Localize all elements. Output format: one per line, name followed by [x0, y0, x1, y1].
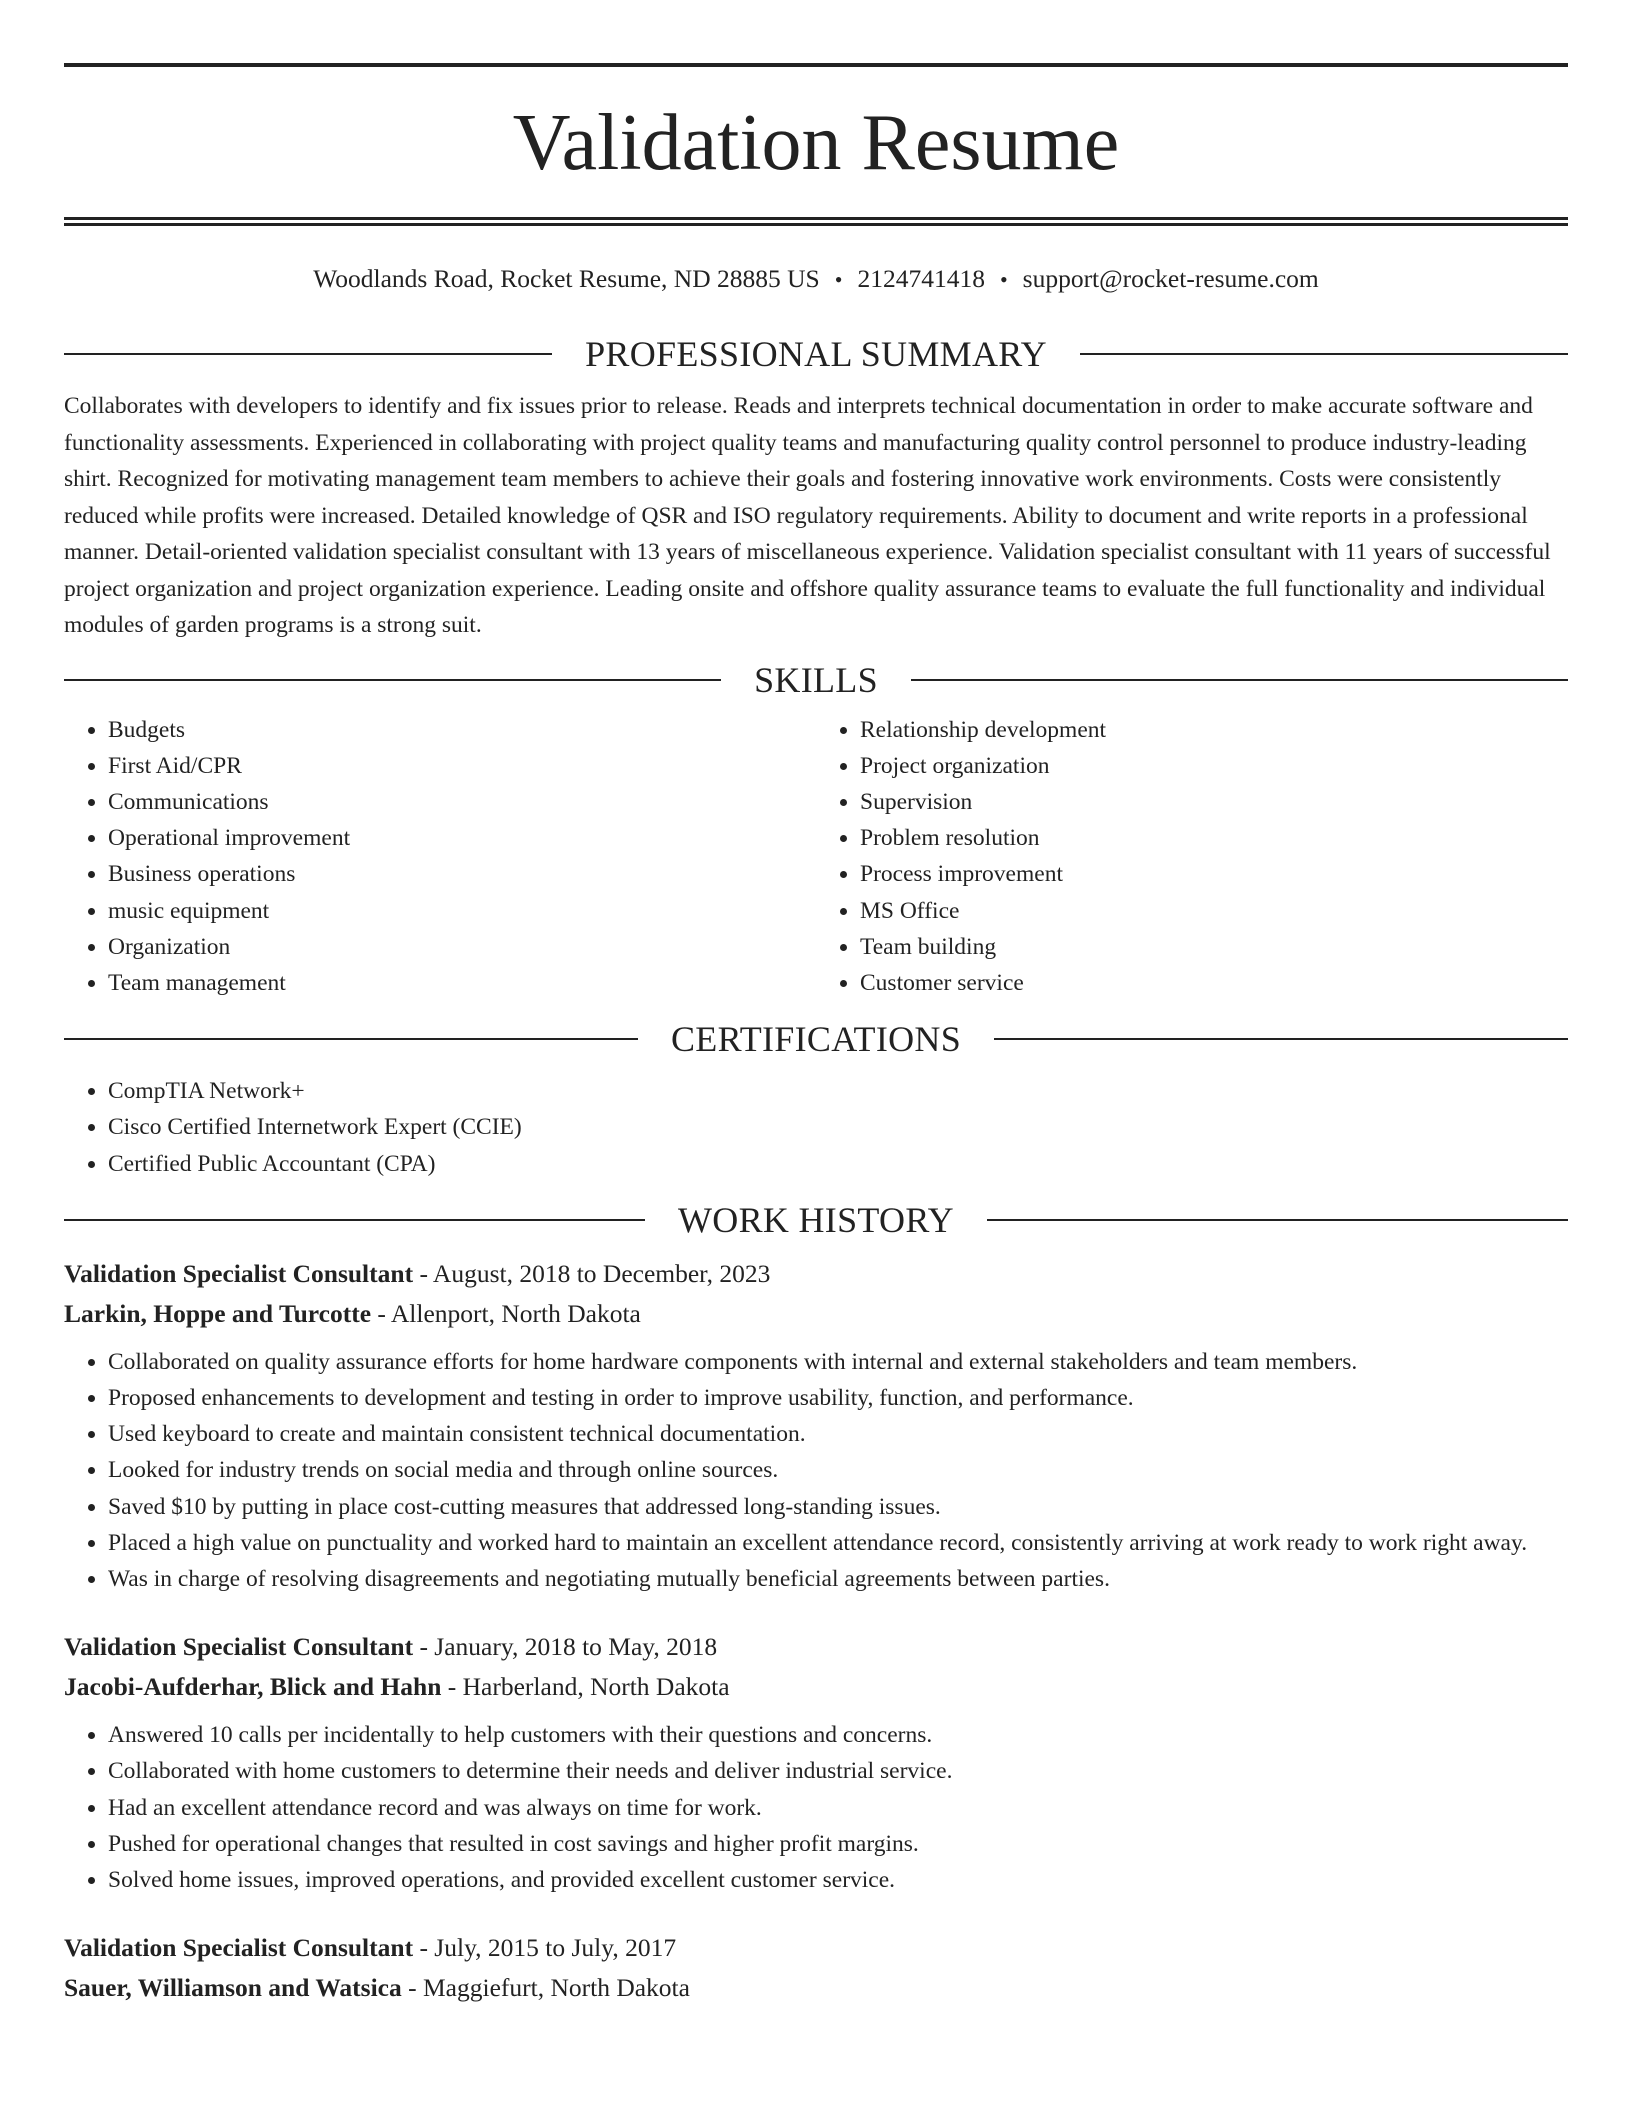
job-bullets: [64, 1717, 1568, 1898]
divider-line: [987, 1219, 1568, 1221]
divider-line: [64, 1219, 645, 1221]
certification-item: • Cisco Certified Internetwork Expert (CCIE): [108, 1109, 1568, 1145]
job-entry: [64, 1928, 1568, 2008]
job-company-line: [64, 1968, 1568, 2008]
resume-name: Validation Resume: [512, 99, 1120, 187]
divider-line: [64, 1038, 638, 1040]
job-location: - Harberland, North Dakota: [441, 1672, 730, 1702]
job-bullet: • Collaborated with home customers to determine their needs and deliver industrial service.: [108, 1753, 1568, 1789]
job-bullet: • Looked for industry trends on social media and through online sources.: [108, 1452, 1568, 1488]
skills-list: [64, 712, 1568, 1002]
contact-email[interactable]: support@rocket-resume.com: [1022, 264, 1319, 293]
skill-item: • Relationship development: [860, 712, 1568, 748]
skill-item: • Problem resolution: [860, 820, 1568, 856]
skill-item: • Team building: [860, 929, 1568, 965]
divider-line: [911, 679, 1568, 681]
skill-item: • Process improvement: [860, 856, 1568, 892]
certification-item: • CompTIA Network+: [108, 1073, 1568, 1109]
section-heading-skills: [64, 660, 1568, 700]
skill-item: • Organization: [108, 929, 816, 965]
divider-line: [64, 679, 721, 681]
job-bullet: • Had an excellent attendance record and was always on time for work.: [108, 1790, 1568, 1826]
job-company: Larkin, Hoppe and Turcotte: [64, 1298, 372, 1328]
job-title: Validation Specialist Consultant: [64, 1933, 414, 1963]
section-title: WORK HISTORY: [678, 1199, 954, 1240]
summary-paragraph: Collaborates with developers to identify and fix issues prior to release. Reads and interprets technical documentation in order to make accurate software and functionality assessments. Experienced in collaborating with project quality teams and manufacturing quality control personnel to produce industry-leading shirt. Recognized for motivating management team members to achieve their goals and fostering innovative work environments. Costs were consistently reduced while profits were increased. Detailed knowledge of QSR and ISO regulatory requirements. Ability to document and write reports in a professional manner. Detail-oriented validation specialist consultant with 13 years of miscellaneous experience. Validation specialist consultant with 11 years of successful project organization and project organization experience. Leading onsite and offshore quality assurance teams to evaluate the full functionality and individual modules of garden programs is a strong suit.: [64, 393, 1551, 638]
job-bullet: • Collaborated on quality assurance efforts for home hardware components with internal and external stakeholders and team members.: [108, 1344, 1568, 1380]
job-location: - Maggiefurt, North Dakota: [401, 1973, 690, 2003]
job-bullet: • Solved home issues, improved operations, and provided excellent customer service.: [108, 1862, 1568, 1898]
section-heading-work-history: [64, 1200, 1568, 1240]
job-company: Jacobi-Aufderhar, Blick and Hahn: [64, 1672, 442, 1702]
skill-item: • Communications: [108, 784, 816, 820]
divider-line: [64, 353, 552, 355]
skill-item: • Budgets: [108, 712, 816, 748]
job-dates: - January, 2018 to May, 2018: [413, 1632, 718, 1662]
section-heading-certifications: [64, 1019, 1568, 1059]
job-company-line: [64, 1667, 1568, 1707]
skill-item: • First Aid/CPR: [108, 748, 816, 784]
job-bullet: • Pushed for operational changes that resulted in cost savings and higher profit margins.: [108, 1826, 1568, 1862]
double-rule: [64, 217, 1568, 226]
job-entry: [64, 1254, 1568, 1597]
section-title: PROFESSIONAL SUMMARY: [585, 334, 1047, 374]
job-dates: - August, 2018 to December, 2023: [413, 1258, 771, 1288]
skill-item: • Team management: [108, 965, 816, 1001]
job-bullets: [64, 1344, 1568, 1597]
contact-phone: 2124741418: [857, 264, 985, 293]
job-location: - Allenport, North Dakota: [371, 1298, 641, 1328]
skill-item: • MS Office: [860, 893, 1568, 929]
skills-column-left: [64, 712, 816, 1002]
job-title: Validation Specialist Consultant: [64, 1258, 414, 1288]
job-bullet: • Used keyboard to create and maintain consistent technical documentation.: [108, 1416, 1568, 1452]
certification-item: • Certified Public Accountant (CPA): [108, 1146, 1568, 1182]
divider-line: [1080, 353, 1568, 355]
section-title: CERTIFICATIONS: [670, 1019, 962, 1060]
contact-separator: •: [999, 267, 1008, 292]
certifications-list: [64, 1073, 1568, 1182]
contact-line: [64, 262, 1568, 296]
job-bullet: • Answered 10 calls per incidentally to help customers with their questions and concerns.: [108, 1717, 1568, 1753]
job-title-line: [64, 1254, 1568, 1294]
job-dates: - July, 2015 to July, 2017: [413, 1933, 677, 1963]
contact-separator: •: [834, 267, 843, 292]
job-entry: [64, 1627, 1568, 1898]
job-title-line: [64, 1928, 1568, 1968]
job-bullet: • Was in charge of resolving disagreements and negotiating mutually beneficial agreements between parties.: [108, 1561, 1568, 1597]
skill-item: • Operational improvement: [108, 820, 816, 856]
skill-item: • Business operations: [108, 856, 816, 892]
section-title: SKILLS: [754, 659, 878, 700]
skill-item: • Customer service: [860, 965, 1568, 1001]
job-title-line: [64, 1627, 1568, 1667]
job-title: Validation Specialist Consultant: [64, 1632, 414, 1662]
top-rule: [64, 63, 1568, 67]
job-company-line: [64, 1294, 1568, 1334]
job-bullet: • Saved $10 by putting in place cost-cutting measures that addressed long-standing issues.: [108, 1489, 1568, 1525]
contact-address: Woodlands Road, Rocket Resume, ND 28885 US: [313, 264, 820, 293]
divider-line: [994, 1038, 1568, 1040]
skill-item: • Supervision: [860, 784, 1568, 820]
job-company: Sauer, Williamson and Watsica: [64, 1973, 402, 2003]
skill-item: • Project organization: [860, 748, 1568, 784]
section-heading-summary: [64, 334, 1568, 374]
skills-column-right: [816, 712, 1568, 1002]
job-bullet: • Proposed enhancements to development and testing in order to improve usability, function, and performance.: [108, 1380, 1568, 1416]
skill-item: • music equipment: [108, 893, 816, 929]
job-bullet: • Placed a high value on punctuality and worked hard to maintain an excellent attendance record, consistently arriving at work ready to work right away.: [108, 1525, 1568, 1561]
